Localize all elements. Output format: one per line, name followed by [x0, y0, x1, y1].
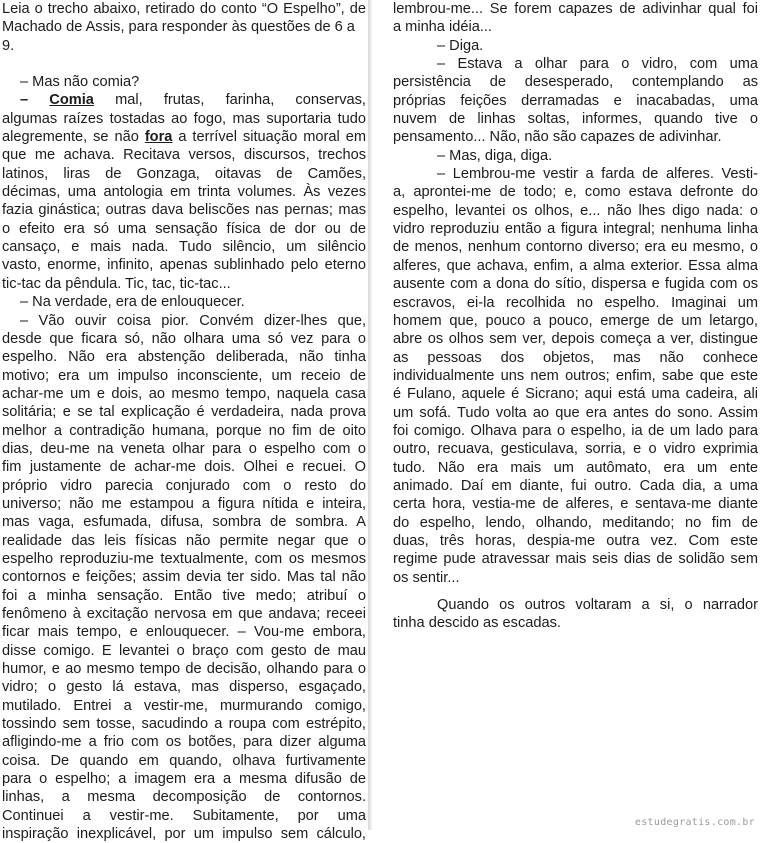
text-line: tossindo sem tosse, sacudindo a roupa com estrépito,: [2, 716, 366, 733]
text-line: ficar mais tempo, e enlouquecer. – Vou-me embora,: [2, 624, 366, 641]
text-line: contornos e feições; assim devia ter sido. Mas tal não: [2, 569, 366, 586]
text-line: tic-tac da pêndula. Tic, tac, tic-tac...: [2, 275, 231, 292]
text-line: linhas, a mesma decomposição de contornos.: [2, 789, 366, 806]
text-line: é Fulano, aquele é Sicrano; aqui está uma cadeira, ali: [393, 386, 758, 403]
text-line: um sofá. Tudo volta ao que era antes do sono. Assim: [393, 404, 758, 421]
text-line: vasto, enorme, infinito, apenas sublinhado pelo eterno: [2, 257, 366, 274]
closing-line: Quando os outros voltaram a si, o narrador: [437, 597, 758, 613]
text-line: lembrou-me... Se forem capazes de adivinhar qual foi: [393, 1, 758, 17]
text-line: nuvem de linhas soltas, informes, quando tive o: [393, 111, 758, 128]
underlined-word-fora: fora: [144, 129, 173, 146]
text-line: fazia ginástica; outras dava beliscões nas pernas; mas: [2, 202, 366, 219]
text-line: inspiração inexplicável, por um impulso sem cálculo,: [2, 826, 366, 843]
text-line: alferes, que achava, enfim, a alma exterior. Essa alma: [393, 257, 758, 274]
text-line: homem que, pouco a pouco, emerge de um letargo,: [393, 312, 758, 329]
text-line: décimas, uma antologia em trinta volumes. Às vezes: [2, 184, 366, 201]
text-fragment: a terrível situação moral em: [172, 129, 366, 146]
paragraph-gap: [393, 587, 758, 596]
text-line: achar-me um e dois, ao mesmo tempo, naquela casa: [2, 385, 366, 402]
text-line: os sentir...: [393, 569, 460, 586]
text-line: a, aprontei-me de todo; e, como estava defronte do: [393, 184, 758, 201]
text-line: vidro; o gesto lá estava, mas disperso, esgaçado,: [2, 679, 366, 696]
text-line: – Na verdade, era de enlouquecer.: [20, 294, 245, 311]
text-line: disse comigo. E levantei o braço com gesto de mau: [2, 642, 366, 659]
text-line: foi comigo. Olhava para o espelho, ia de um lado para: [393, 422, 758, 439]
text-line: – Lembrou-me vestir a farda de alferes. Vesti-: [437, 166, 758, 183]
text-line: duas, três horas, despia-me outra vez. Com este: [393, 532, 758, 549]
text-line: latinos, liras de Gonzaga, oitavas de Camões,: [2, 165, 366, 182]
text-line: fim justamente de achar-me dois. Olhei e recuei. O: [2, 459, 366, 476]
underlined-word-comia: Comia: [49, 92, 94, 109]
text-fragment: mal, frutas, farinha, conservas,: [93, 92, 366, 109]
closing-line: tinha descido as escadas.: [393, 615, 561, 632]
text-line: espelho, levantei os olhos, e... não lhes digo nada: o: [393, 202, 758, 219]
paragraph-gap: [2, 55, 366, 73]
text-line: pensamento... Não, não são capazes de adivinhar.: [393, 129, 722, 146]
text-line: escravos, ei-la recolhida no espelho. Imaginai um: [393, 294, 758, 311]
text-line: animado. Daí em diante, fui outro. Cada dia, a uma: [393, 477, 758, 494]
text-line: melhor a contradição humana, porque no fim de oito: [2, 422, 366, 439]
text-line: do espelho, lendo, olhando, meditando; no fim de: [393, 514, 758, 531]
text-line: – Estava a olhar para o vidro, com uma: [437, 56, 758, 73]
text-line: – Mas, diga, diga.: [437, 147, 553, 164]
text-line: – Vão ouvir coisa pior. Convém dizer-lhes que,: [20, 312, 366, 329]
dash: –: [20, 92, 50, 109]
text-line: certa hora, vestia-me de alferes, e sentava-me diante: [393, 496, 758, 513]
text-line: realidade das leis físicas não permite negar que o: [2, 532, 366, 549]
text-line: afligindo-me a frio com os botões, para dizer alguma: [2, 734, 366, 751]
text-line: que me achava. Recitava versos, discursos, trechos: [2, 147, 366, 164]
text-line: fenômeno à excitação nervosa em que andava; receei: [2, 606, 366, 622]
text-line: Continuei a vestir-me. Subitamente, por uma: [2, 807, 366, 824]
text-line: humor, e ao mesmo tempo de decisão, olhando para o: [2, 661, 366, 678]
text-line: – Diga.: [437, 37, 484, 54]
text-line: persistência de desesperado, contemplando as: [393, 74, 758, 91]
text-line: coisa. De quando em quando, olhava furtivamente: [2, 752, 366, 769]
text-line: individualmente uns nem outros; enfim, sabe que este: [393, 367, 758, 384]
text-line: motivo; era um impulso inconsciente, um receio de: [2, 367, 366, 384]
text-line: mutilado. Entrei a vestir-me, murmurando comigo,: [2, 697, 366, 714]
text-line: algumas raízes tostadas ao fogo, mas suportaria tudo: [2, 110, 366, 127]
text-line: a minha idéia...: [393, 19, 492, 36]
text-line: vidro reproduziu então a figura integral; nenhuma linha: [393, 221, 758, 238]
intro-line: Machado de Assis, para responder às questões de 6 a: [2, 19, 355, 36]
text-line: espelho. Não era abstenção deliberada, não tinha: [2, 349, 366, 366]
text-fragment: alegremente, se não: [2, 129, 145, 146]
text-line: próprio vidro parecia conjurado com o resto do: [2, 477, 366, 494]
site-watermark: estudegratis.com.br: [634, 817, 755, 828]
text-line: para o espelho; a imagem era a mesma difusão de: [2, 771, 366, 788]
text-line: solitária; e se tal explicação é verdadeira, nada prova: [2, 404, 366, 421]
text-line: foi a minha sensação. Então tive medo; atribuí o: [2, 587, 366, 604]
text-line: as pessoas dos objetos, mas não conhece: [393, 349, 758, 366]
text-line: dias, deu-me na veneta olhar para o espelho com o: [2, 440, 366, 457]
text-line: espelho reproduziu-me textualmente, com os mesmos: [2, 550, 366, 567]
text-line: universo; não me estampou a figura nítida e inteira,: [2, 495, 366, 512]
text-line: cansaço, e mais nada. Tudo silêncio, um silêncio: [2, 239, 366, 256]
text-line: próprias feições derramadas e inacabadas, uma: [393, 92, 758, 109]
text-line: mas vaga, esfumada, difusa, sombra de sombra. A: [2, 514, 366, 531]
text-line: outro, recuava, gesticulava, sorria, e o vidro exprimia: [393, 441, 758, 458]
text-line: [2, 91, 366, 109]
text-line: o efeito era só uma sensação física de dor ou de: [2, 220, 366, 237]
intro-line: 9.: [2, 37, 15, 54]
text-line: ausente com a dona do sítio, dispersa e fugida com os: [393, 276, 758, 293]
text-line: – Mas não comia?: [20, 74, 140, 91]
text-line: abre os olhos sem ver, depois começa a ver, distingue: [393, 331, 758, 348]
text-line: regime pude atravessar mais seis dias de solidão sem: [393, 551, 758, 568]
text-line: [2, 128, 366, 146]
text-line: de menos, nenhum contorno diverso; era eu mesmo, o: [393, 239, 758, 256]
right-column: [393, 0, 758, 633]
page-fold-shadow: [368, 0, 372, 830]
left-column: [2, 0, 366, 843]
text-line: desde que ficara só, não olhara uma só vez para o: [2, 330, 366, 347]
intro-line: Leia o trecho abaixo, retirado do conto “O Espelho”, de: [2, 1, 366, 17]
text-line: tudo. Não era mais um autômato, era um ente: [393, 459, 758, 476]
